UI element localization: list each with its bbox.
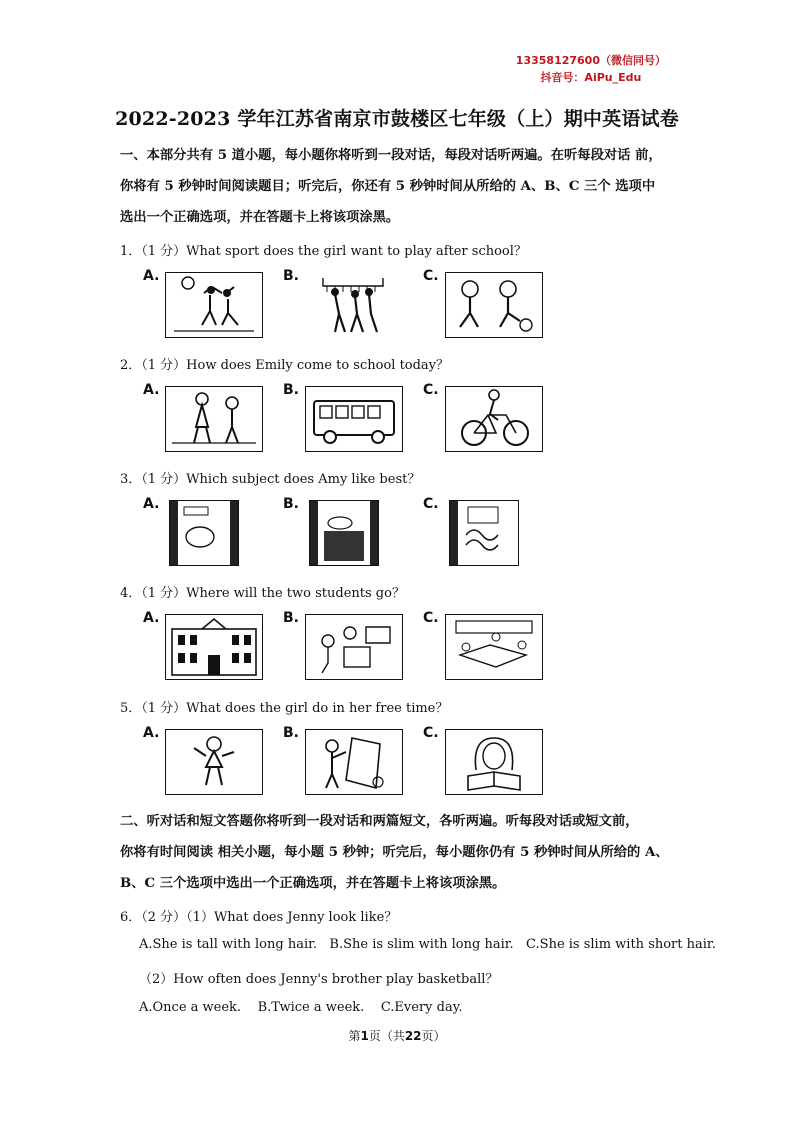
section-1-intro: 一、本部分共有 5 道小题，每小题你将听到一段对话，每段对话听两遍。在听每段对话 前， 你将有 5 秒钟时间阅读题目；听完后，你还有 5 秒钟时间从所给的 A、B、C 三个 选项中 选出一个正确选项，并在答题卡上将该项涂黑。	[120, 148, 662, 225]
walking-children-icon	[165, 386, 263, 452]
question-6-sub2-options: A.Once a week. B.Twice a week. C.Every day.	[139, 1000, 463, 1015]
question-2-text: 2．（1 分）How does Emily come to school today？	[120, 358, 450, 373]
contact-phone: 13358127600（微信同号）	[515, 54, 666, 67]
geography-book-icon	[169, 500, 239, 566]
classroom-scene-icon	[305, 614, 403, 680]
page-total: 22	[404, 1029, 422, 1043]
question-4-text: 4．（1 分）Where will the two students go？	[120, 586, 405, 601]
question-5-text: 5．（1 分）What does the girl do in her free time？	[120, 701, 449, 716]
basketball-players-icon	[305, 272, 401, 336]
dancing-girl-icon	[165, 729, 263, 795]
bus-icon	[305, 386, 403, 452]
question-6-text: 6．（2 分）（1）What does Jenny look like？	[120, 910, 398, 925]
question-6-sub1-options: A.She is tall with long hair. B.She is slim with long hair. C.She is slim with short hair.	[139, 937, 716, 952]
question-3-text: 3．（1 分）Which subject does Amy like best？	[120, 472, 421, 487]
history-book-icon	[309, 500, 379, 566]
dining-hall-icon	[445, 614, 543, 680]
page-number: 1	[360, 1029, 369, 1043]
section-2-intro: 二、听对话和短文答题你将听到一段对话和两篇短文，各听两遍。听每段对话或短文前， 你将有时间阅读 相关小题，每小题 5 秒钟；听完后，每小题你仍有 5 秒钟时间从所给的 A、 B、C 三个选项中选出一个正确选项，并在答题卡上将该项涂黑。	[120, 814, 669, 891]
volleyball-players-icon	[165, 272, 263, 338]
painting-girl-icon	[305, 729, 403, 795]
reading-girl-icon	[445, 729, 543, 795]
science-book-icon	[449, 500, 519, 566]
bicycle-icon	[445, 386, 543, 452]
question-1-text: 1．（1 分）What sport does the girl want to play after school？	[120, 244, 527, 259]
soccer-players-icon	[445, 272, 543, 338]
question-6-sub2-text: （2）How often does Jenny's brother play basketball？	[139, 972, 499, 987]
contact-douyin: 抖音号：AiPu_Edu	[540, 71, 642, 84]
page-title: 2022-2023 学年江苏省南京市鼓楼区七年级（上）期中英语试卷	[115, 108, 679, 130]
page-footer: 第1页（共22页）	[348, 1029, 446, 1043]
library-building-icon	[165, 614, 263, 680]
contact-info	[516, 52, 666, 86]
